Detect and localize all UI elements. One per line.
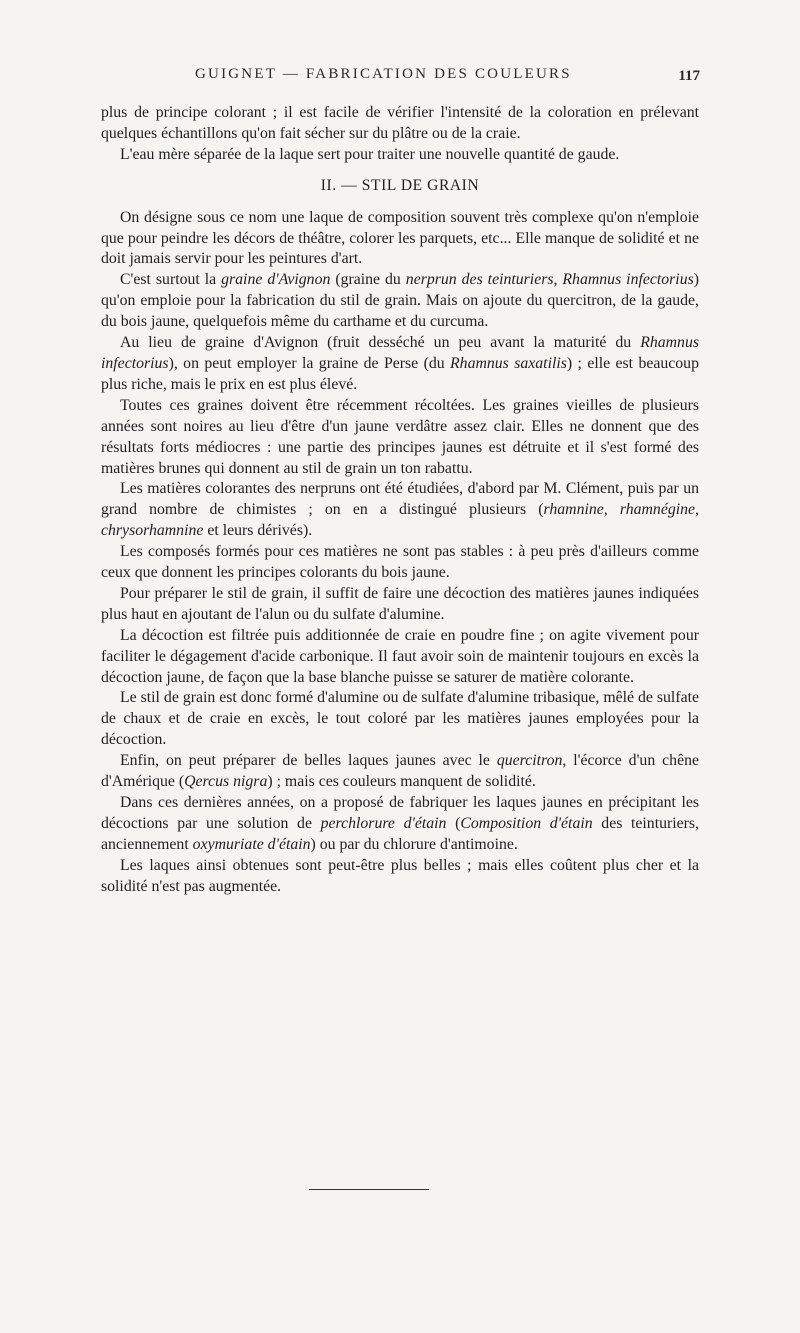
text-run: ) ou par du chlorure d'antimoine. — [310, 835, 518, 853]
text-run: , l'écorce d'un chêne d'Amérique ( — [101, 752, 699, 791]
text-run: ( — [446, 814, 461, 832]
text-run: C'est surtout la — [120, 271, 222, 289]
paragraph — [101, 333, 699, 396]
running-head: GUIGNET — FABRICATION DES COULEURS — [195, 66, 572, 82]
italic-term: oxymuriate d'étain — [192, 835, 311, 853]
text-run: ) ; elle est beaucoup plus riche, mais le prix en est plus élevé. — [101, 354, 699, 393]
paragraph: On désigne sous ce nom une laque de composition souvent très complexe qu'on n'emploie que pour peindre les décors de théâtre, colorer les parquets, etc... Elle manque de solidité et ne doit jamais servir pour les peintures d'art. — [101, 208, 699, 268]
paragraph: Les laques ainsi obtenues sont peut-être plus belles ; mais elles coûtent plus cher et la solidité n'est pas augmentée. — [101, 856, 699, 895]
page-body — [101, 103, 699, 898]
text-run: des teinturiers, anciennement — [101, 814, 699, 853]
italic-term: Rhamnus infectorius — [101, 334, 699, 372]
text-run: ) qu'on emploie pour la fabrication du stil de grain. Mais on ajoute du quercitron, de la gaude, du bois jaune, quelquefois même du carthame et du curcuma. — [101, 271, 700, 331]
text-run: et leurs dérivés). — [203, 522, 313, 540]
paragraph — [101, 270, 699, 333]
text-run: Au lieu de graine d'Avignon (fruit desséché un peu avant la maturité du — [120, 334, 641, 352]
paragraph: La décoction est filtrée puis additionnée de craie en poudre fine ; on agite vivement pour faciliter le dégagement d'acide carbonique. Il faut avoir soin de maintenir toujours en excès la décoction jaune, de façon que la base blanche puisse se saturer de matière colorante. — [101, 626, 699, 686]
page-number: 117 — [678, 68, 700, 84]
italic-term: perchlorure d'étain — [320, 814, 447, 832]
paragraph: Les composés formés pour ces matières ne sont pas stables : à peu près d'ailleurs comme ceux que donnent les principes colorants du bois jaune. — [101, 543, 699, 582]
italic-term: graine d'Avignon — [221, 271, 331, 289]
section-title: II. — STIL DE GRAIN — [320, 176, 480, 194]
paragraph — [101, 479, 699, 542]
text-run: (graine du — [330, 271, 406, 289]
paragraph: Le stil de grain est donc formé d'alumine ou de sulfate d'alumine tribasique, mêlé de sulfate de chaux et de craie en excès, le tout coloré par les matières jaunes employées pour la décoction. — [101, 689, 699, 749]
page-header — [100, 66, 702, 96]
italic-term: quercitron — [496, 752, 563, 770]
text-run: Enfin, on peut préparer de belles laques jaunes avec le — [120, 752, 497, 770]
paragraph: plus de principe colorant ; il est facile de vérifier l'intensité de la coloration en prélevant quelques échantillons qu'on fait sécher sur du plâtre ou de la craie. — [101, 104, 699, 142]
paragraph: Toutes ces graines doivent être récemment récoltées. Les graines vieilles de plusieurs années sont noires au lieu d'être d'un jaune verdâtre assez clair. Elles ne donnent que des résultats forts médiocres : une partie des principes jaunes est détruite et il s'est formé des matières brunes qui donnent au stil de grain un ton rabattu. — [101, 396, 699, 477]
paragraph — [101, 751, 699, 793]
italic-term: nerprun des teinturiers, Rhamnus infectorius — [405, 271, 694, 289]
text-run: Les matières colorantes des nerpruns ont été étudiées, d'abord par M. Clément, puis par un grand nombre de chimistes ; on en a distingué plusieurs ( — [101, 480, 699, 519]
italic-term: Composition d'étain — [460, 814, 593, 832]
end-rule — [309, 1189, 429, 1190]
paragraph: Pour préparer le stil de grain, il suffit de faire une décoction des matières jaunes indiquées plus haut en ajoutant de l'alun ou du sulfate d'alumine. — [101, 584, 699, 623]
paragraph: L'eau mère séparée de la laque sert pour traiter une nouvelle quantité de gaude. — [120, 145, 620, 163]
italic-term: Rhamnus saxatilis — [450, 354, 567, 372]
paragraph — [101, 793, 699, 856]
italic-term: rhamnine, rhamnégine, chrysorhamnine — [101, 501, 699, 540]
text-run: Dans ces dernières années, on a proposé de fabriquer les laques jaunes en précipitant les décoctions par une solution de — [101, 794, 699, 832]
text-run: ), on peut employer la graine de Perse (du — [168, 354, 451, 372]
italic-term: Qercus nigra — [184, 773, 268, 791]
text-run: ) ; mais ces couleurs manquent de solidité. — [267, 773, 536, 791]
